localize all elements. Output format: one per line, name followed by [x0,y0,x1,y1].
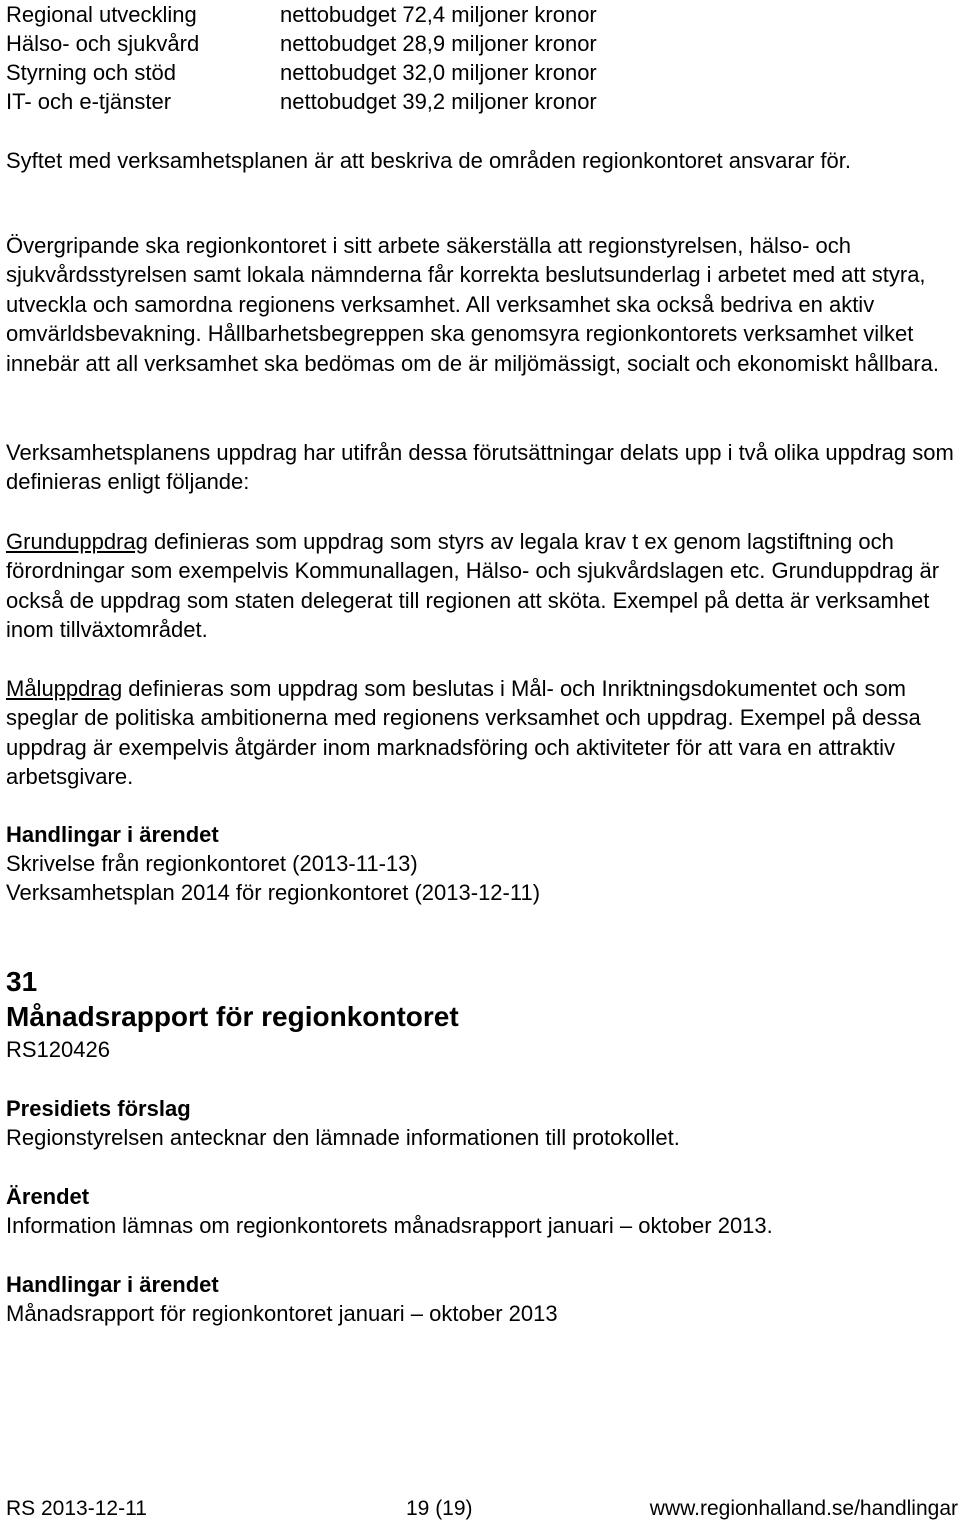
document-item: Skrivelse från regionkontoret (2013-11-13) [6,851,418,876]
budget-amount: nettobudget 32,0 miljoner kronor [280,60,597,85]
item-title: Månadsrapport för regionkontoret [6,1001,459,1032]
budget-area: Hälso- och sjukvård [6,31,200,56]
documents-heading: Handlingar i ärendet [6,1272,219,1297]
overall-paragraph: Övergripande ska regionkontoret i sitt arbete säkerställa att regionstyrelsen, hälso- och sjukvårdsstyrelsen samt lokala nämnderna får korrekta beslutsunderlag i arbetet med att styra, utveckla och samordna regionens verksamhet. All verksamhet ska också bedriva en aktiv omvärldsbevakning. Hållbarhetsbegreppen ska genomsyra regionkontorets verksamhet vilket innebär att all verksamhet ska bedömas om de är miljömässigt, socialt och ekonomiskt hållbara. [6,233,939,376]
purpose-paragraph: Syftet med verksamhetsplanen är att beskriva de områden regionkontoret ansvarar för. [6,148,851,173]
maluppdrag-text: definieras som uppdrag som beslutas i Mål- och Inriktningsdokumentet och som speglar de politiska ambitionerna med regionens verksamhet och uppdrag. Exempel på dessa uppdrag är exempelvis åtgärder inom marknadsföring och aktiviteter för att vara en attraktiv arbetsgivare. [6,676,921,790]
document-item: Verksamhetsplan 2014 för regionkontoret (2013-12-11) [6,880,541,905]
footer-date: RS 2013-12-11 [6,1497,147,1520]
budget-area: Regional utveckling [6,2,197,27]
assignments-paragraph: Verksamhetsplanens uppdrag har utifrån dessa förutsättningar delats upp i två olika uppdrag som definieras enligt följande: [6,440,954,495]
grunduppdrag-text: definieras som uppdrag som styrs av legala krav t ex genom lagstiftning och förordningar som exempelvis Kommunallagen, Hälso- och sjukvårdslagen etc. Grunduppdrag är också de uppdrag som staten delegerat till regionen att sköta. Exempel på detta är verksamhet inom tillväxtområdet. [6,529,940,643]
grunduppdrag-term: Grunduppdrag [6,529,148,554]
maluppdrag-paragraph [6,674,958,792]
maluppdrag-term: Måluppdrag [6,676,123,701]
document-item: Månadsrapport för regionkontoret januari – oktober 2013 [6,1301,558,1326]
item-number: 31 [6,966,38,997]
item-reference: RS120426 [6,1037,110,1062]
documents-heading: Handlingar i ärendet [6,822,219,847]
proposal-heading: Presidiets förslag [6,1096,191,1121]
matter-text: Information lämnas om regionkontorets månadsrapport januari – oktober 2013. [6,1213,773,1238]
budget-area: IT- och e-tjänster [6,89,172,114]
page-footer [6,1494,958,1524]
budget-amount: nettobudget 72,4 miljoner kronor [280,2,597,27]
footer-link[interactable]: www.regionhalland.se/handlingar [649,1497,958,1520]
grunduppdrag-paragraph [6,527,958,645]
budget-area: Styrning och stöd [6,60,176,85]
footer-page-number: 19 (19) [406,1497,473,1520]
matter-heading: Ärendet [6,1184,90,1209]
budget-amount: nettobudget 28,9 miljoner kronor [280,31,597,56]
proposal-text: Regionstyrelsen antecknar den lämnade informationen till protokollet. [6,1125,680,1150]
budget-amount: nettobudget 39,2 miljoner kronor [280,89,597,114]
